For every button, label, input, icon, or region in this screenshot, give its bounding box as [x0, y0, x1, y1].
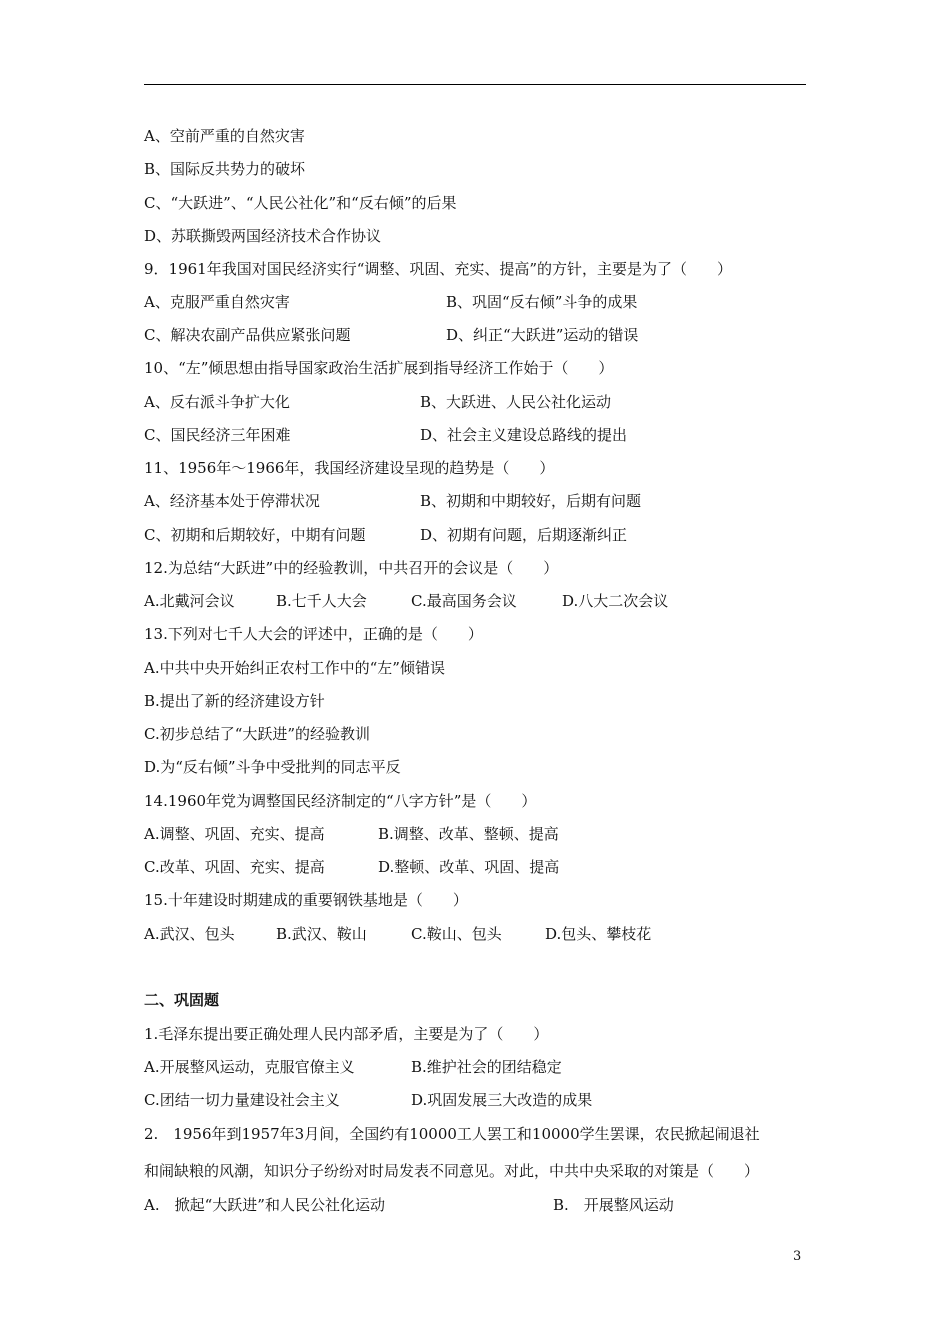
- q8-option-c: C、“大跃进”、“人民公社化”和“反右倾”的后果: [144, 194, 457, 212]
- q15-option-d: D.包头、攀枝花: [545, 925, 652, 943]
- section-heading: 二、巩固题: [144, 991, 220, 1009]
- q9-option-b: B、巩固“反右倾”斗争的成果: [446, 293, 638, 311]
- q12-option-c: C.最高国务会议: [411, 592, 517, 610]
- q14-option-c: C.改革、巩固、充实、提高: [144, 858, 325, 876]
- q15-option-c: C.鞍山、包头: [411, 925, 502, 943]
- q14-option-d: D.整顿、改革、巩固、提高: [378, 858, 560, 876]
- q13-option-d: D.为“反右倾”斗争中受批判的同志平反: [144, 758, 401, 776]
- q14-option-b: B.调整、改革、整顿、提高: [378, 825, 559, 843]
- q11-option-d: D、初期有问题，后期逐渐纠正: [420, 526, 628, 544]
- s2-q1-option-c: C.团结一切力量建设社会主义: [144, 1091, 340, 1109]
- q8-option-d: D、苏联撕毁两国经济技术合作协议: [144, 227, 382, 245]
- q11-stem: 11、1956年～1966年，我国经济建设呈现的趋势是（ ）: [144, 459, 555, 477]
- q12-stem: 12.为总结“大跃进”中的经验教训，中共召开的会议是（ ）: [144, 559, 559, 577]
- s2-q1-option-d: D.巩固发展三大改造的成果: [411, 1091, 593, 1109]
- q12-option-a: A.北戴河会议: [144, 592, 235, 610]
- s2-q2-stem-line2: 和闹缺粮的风潮，知识分子纷纷对时局发表不同意见。对此，中共中央采取的对策是（ ）: [144, 1162, 760, 1180]
- q8-option-a: A、空前严重的自然灾害: [144, 127, 305, 145]
- q10-option-c: C、国民经济三年困难: [144, 426, 291, 444]
- q9-option-a: A、克服严重自然灾害: [144, 293, 290, 311]
- q14-option-a: A.调整、巩固、充实、提高: [144, 825, 325, 843]
- s2-q1-stem: 1.毛泽东提出要正确处理人民内部矛盾，主要是为了（ ）: [144, 1025, 549, 1043]
- s2-q2-option-b: B. 开展整风运动: [553, 1196, 674, 1214]
- q13-option-c: C.初步总结了“大跃进”的经验教训: [144, 725, 371, 743]
- q11-option-a: A、经济基本处于停滞状况: [144, 492, 320, 510]
- q10-option-d: D、社会主义建设总路线的提出: [420, 426, 628, 444]
- q13-option-b: B.提出了新的经济建设方针: [144, 692, 325, 710]
- q12-option-d: D.八大二次会议: [562, 592, 669, 610]
- s2-q1-option-b: B.维护社会的团结稳定: [411, 1058, 562, 1076]
- q9-stem: 9．1961年我国对国民经济实行“调整、巩固、充实、提高”的方针，主要是为了（ ）: [144, 260, 733, 278]
- q10-stem: 10、“左”倾思想由指导国家政治生活扩展到指导经济工作始于（ ）: [144, 359, 614, 377]
- q14-stem: 14.1960年党为调整国民经济制定的“八字方针”是（ ）: [144, 792, 537, 810]
- s2-q1-option-a: A.开展整风运动，克服官僚主义: [144, 1058, 355, 1076]
- q9-option-c: C、解决农副产品供应紧张问题: [144, 326, 351, 344]
- q15-option-a: A.武汉、包头: [144, 925, 235, 943]
- q12-option-b: B.七千人大会: [276, 592, 367, 610]
- page-number: 3: [793, 1249, 802, 1264]
- q15-stem: 15.十年建设时期建成的重要钢铁基地是（ ）: [144, 891, 468, 909]
- s2-q2-stem-line1: 2. 1956年到1957年3月间，全国约有10000工人罢工和10000学生罢课，农民掀起闹退社: [144, 1125, 760, 1143]
- q10-option-a: A、反右派斗争扩大化: [144, 393, 290, 411]
- q15-option-b: B.武汉、鞍山: [276, 925, 367, 943]
- s2-q2-option-a: A. 掀起“大跃进”和人民公社化运动: [144, 1196, 385, 1214]
- q9-option-d: D、纠正“大跃进”运动的错误: [446, 326, 639, 344]
- q11-option-c: C、初期和后期较好，中期有问题: [144, 526, 366, 544]
- q13-stem: 13.下列对七千人大会的评述中，正确的是（ ）: [144, 625, 483, 643]
- q10-option-b: B、大跃进、人民公社化运动: [420, 393, 612, 411]
- header-rule: [144, 84, 806, 85]
- q11-option-b: B、初期和中期较好，后期有问题: [420, 492, 642, 510]
- q13-option-a: A.中共中央开始纠正农村工作中的“左”倾错误: [144, 659, 445, 677]
- q8-option-b: B、国际反共势力的破坏: [144, 160, 306, 178]
